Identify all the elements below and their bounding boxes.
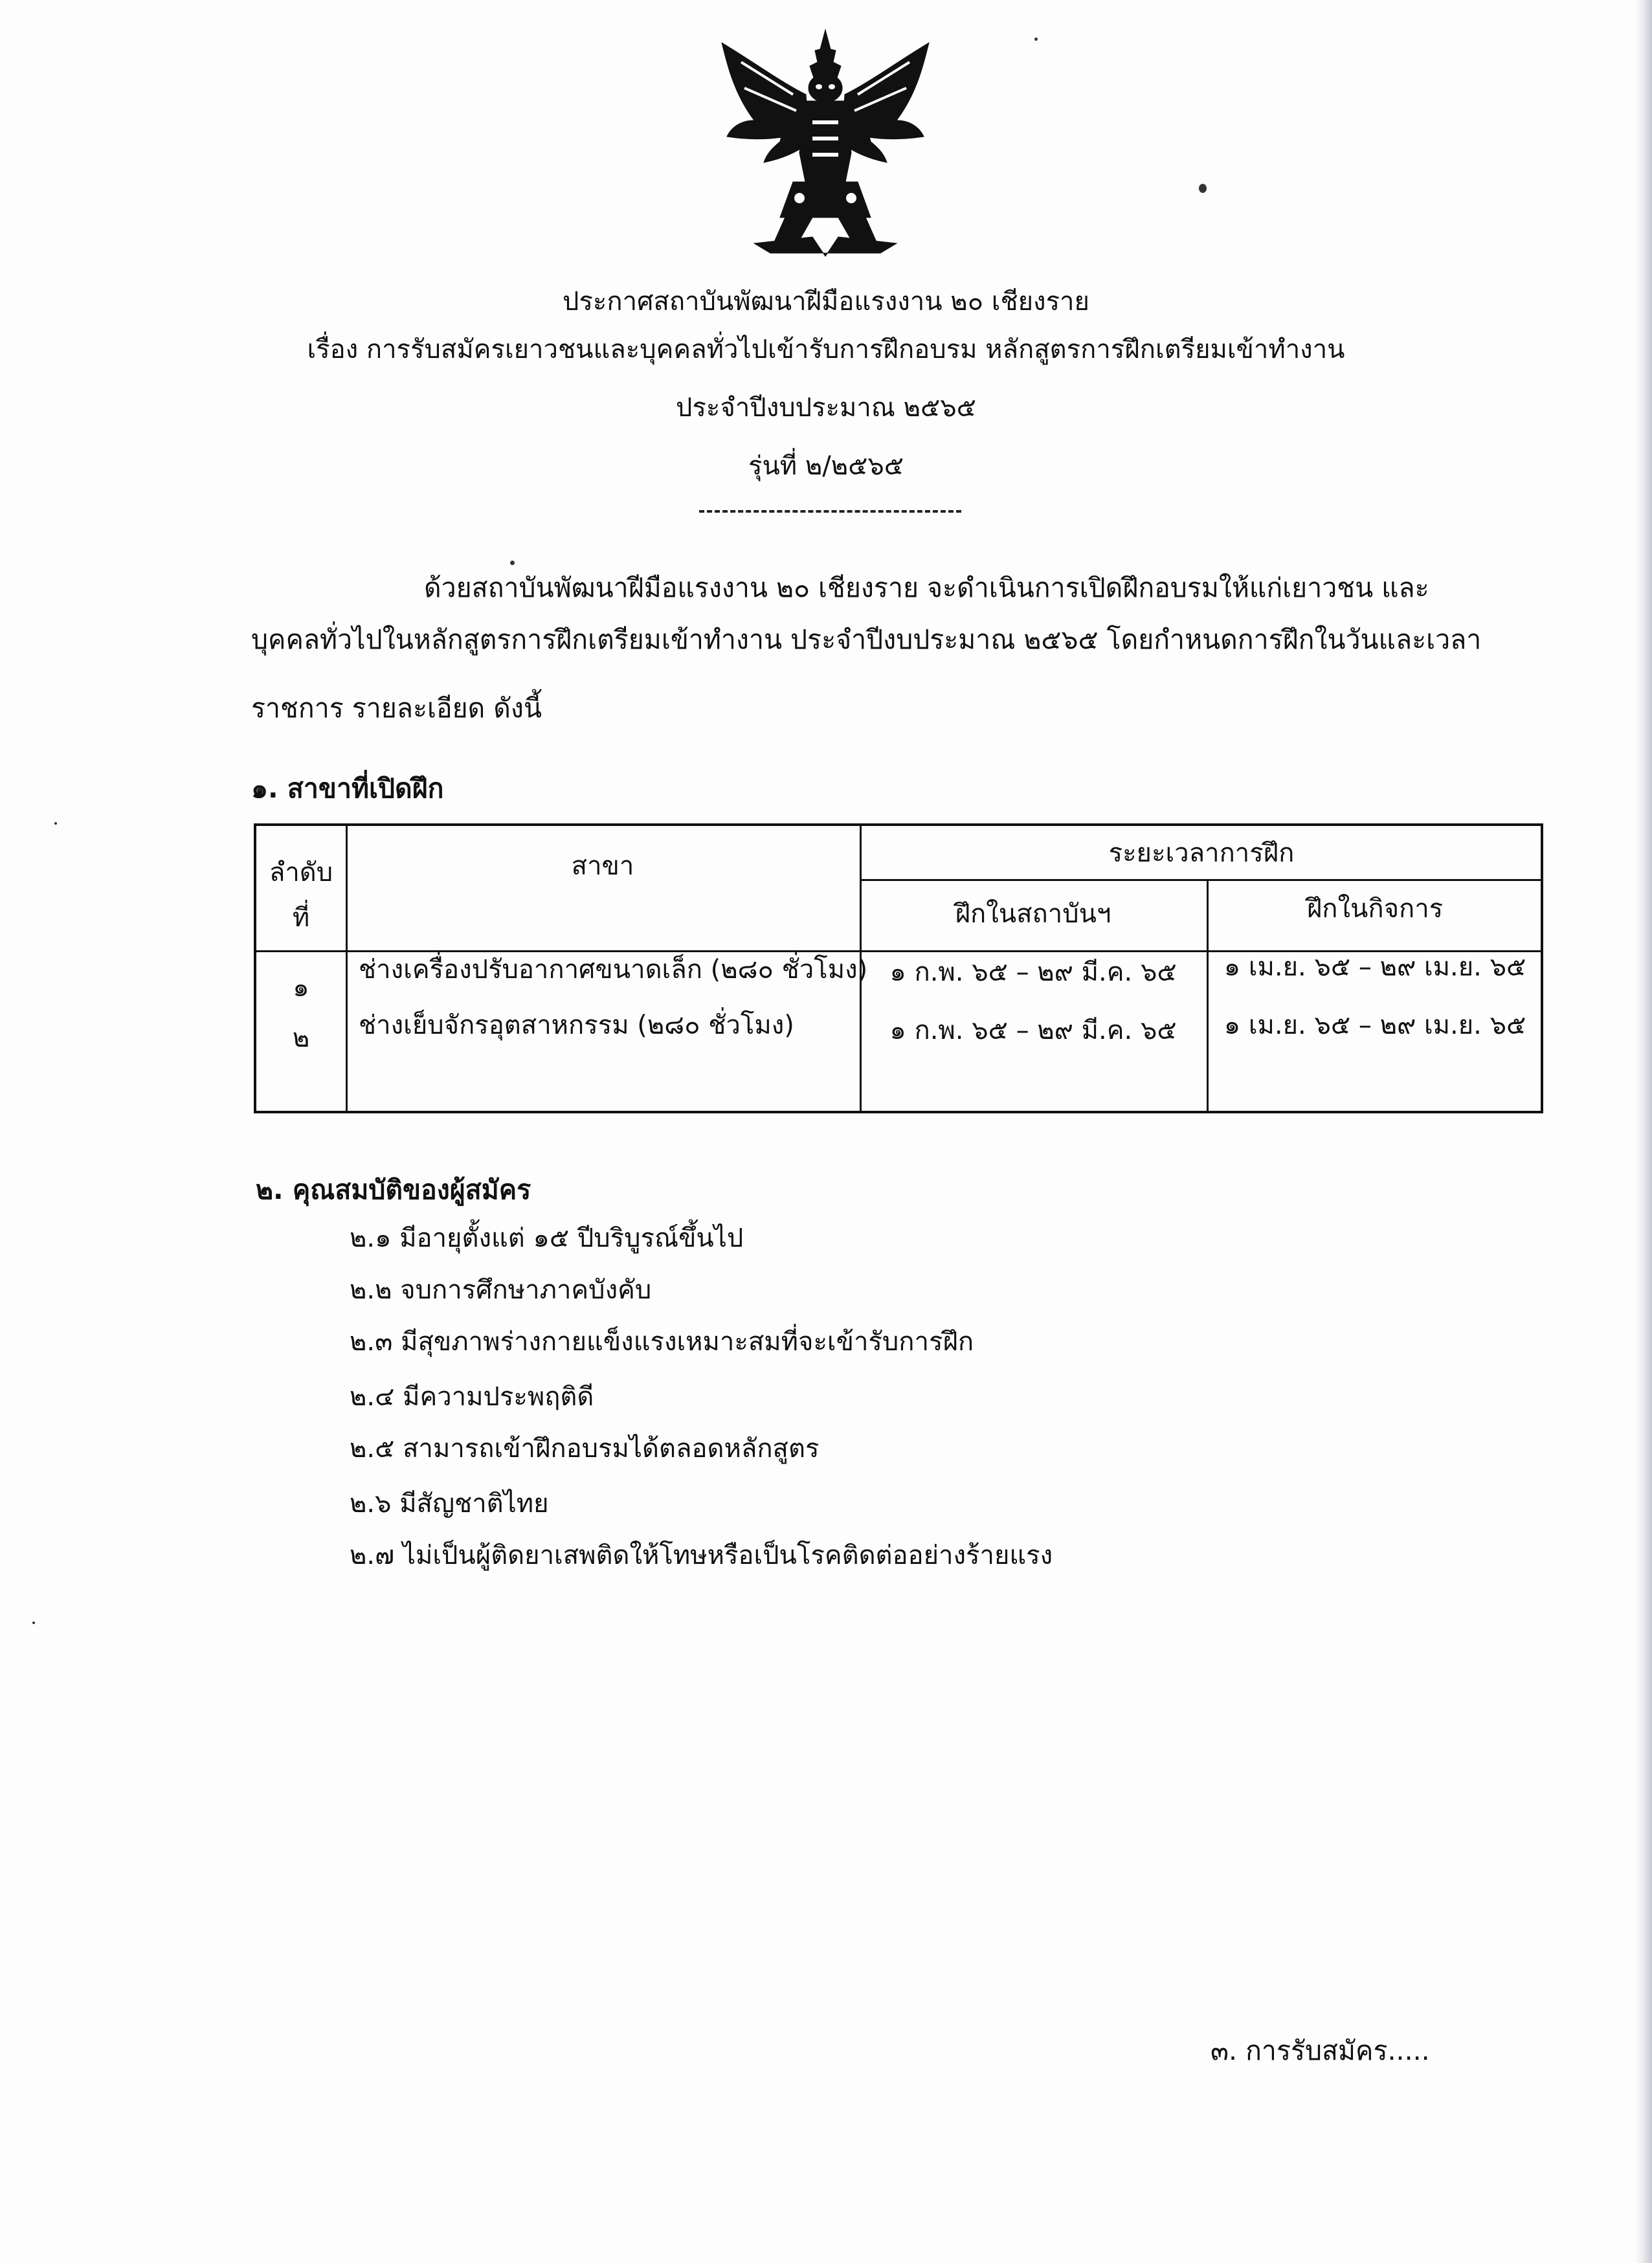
intro-line-1: ด้วยสถาบันพัฒนาฝีมือแรงงาน ๒๐ เชียงราย จะดำเนินการเปิดฝึกอบรมให้แก่เยาวชน และ bbox=[424, 572, 1429, 603]
training-schedule-table bbox=[254, 823, 1543, 1113]
title-line-3: ประจำปีงบประมาณ ๒๕๖๕ bbox=[676, 393, 976, 423]
row-1-no: ๑ bbox=[293, 973, 309, 1003]
header-in-company: ฝึกในกิจการ bbox=[1306, 894, 1444, 924]
title-line-2: เรื่อง การรับสมัครเยาวชนและบุคคลทั่วไปเข้ารับการฝึกอบรม หลักสูตรการฝึกเตรียมเข้าทำงาน bbox=[307, 335, 1345, 364]
row-2-no: ๒ bbox=[292, 1023, 310, 1053]
scan-speck bbox=[510, 561, 515, 565]
header-no-line-1: ลำดับ bbox=[269, 858, 333, 887]
title-line-1: ประกาศสถาบันพัฒนาฝีมือแรงงาน ๒๐ เชียงราย bbox=[563, 287, 1089, 317]
qualification-item: ๒.๓ มีสุขภาพร่างกายแข็งแรงเหมาะสมที่จะเข้ารับการฝึก bbox=[350, 1327, 974, 1357]
qualification-item: ๒.๑ มีอายุตั้งแต่ ๑๕ ปีบริบูรณ์ขึ้นไป bbox=[350, 1223, 744, 1253]
table-divider bbox=[860, 879, 1541, 881]
section-2-heading: ๒. คุณสมบัติของผู้สมัคร bbox=[256, 1174, 531, 1205]
section-1-heading: ๑. สาขาที่เปิดฝึก bbox=[251, 773, 444, 804]
header-no-line-2: ที่ bbox=[292, 903, 310, 933]
row-2-branch: ช่างเย็บจักรอุตสาหกรรม (๒๘๐ ชั่วโมง) bbox=[359, 1010, 794, 1040]
header-in-institute: ฝึกในสถาบันฯ bbox=[955, 899, 1111, 929]
qualification-item: ๒.๕ สามารถเข้าฝึกอบรมได้ตลอดหลักสูตร bbox=[350, 1434, 820, 1464]
intro-line-3: ราชการ รายละเอียด ดังนี้ bbox=[251, 693, 542, 724]
row-1-institute: ๑ ก.พ. ๖๕ – ๒๙ มี.ค. ๖๕ bbox=[889, 957, 1177, 987]
qualification-item: ๒.๗ ไม่เป็นผู้ติดยาเสพติดให้โทษหรือเป็นโรคติดต่ออย่างร้ายแรง bbox=[350, 1541, 1053, 1570]
intro-line-2: บุคคลทั่วไปในหลักสูตรการฝึกเตรียมเข้าทำงาน ประจำปีงบประมาณ ๒๕๖๕ โดยกำหนดการฝึกในวันและเวลา bbox=[251, 624, 1482, 655]
row-1-branch: ช่างเครื่องปรับอากาศขนาดเล็ก (๒๘๐ ชั่วโมง) bbox=[359, 955, 868, 985]
scan-speck bbox=[1199, 184, 1207, 193]
row-2-institute: ๑ ก.พ. ๖๕ – ๒๙ มี.ค. ๖๕ bbox=[889, 1016, 1177, 1045]
title-line-4: รุ่นที่ ๒/๒๕๖๕ bbox=[748, 451, 904, 481]
garuda-emblem-icon bbox=[715, 23, 935, 260]
continued-footer: ๓. การรับสมัคร..... bbox=[1211, 2035, 1430, 2066]
qualification-item: ๒.๖ มีสัญชาติไทย bbox=[350, 1489, 549, 1519]
row-2-company: ๑ เม.ย. ๖๕ – ๒๙ เม.ย. ๖๕ bbox=[1223, 1010, 1526, 1040]
qualification-item: ๒.๔ มีความประพฤติดี bbox=[350, 1382, 594, 1412]
scan-speck bbox=[32, 1622, 35, 1624]
row-1-company: ๑ เม.ย. ๖๕ – ๒๙ เม.ย. ๖๕ bbox=[1223, 952, 1526, 982]
title-divider bbox=[699, 510, 961, 513]
scan-speck bbox=[1034, 38, 1038, 41]
header-period: ระยะเวลาการฝึก bbox=[1108, 838, 1295, 868]
header-branch: สาขา bbox=[571, 851, 634, 881]
qualification-item: ๒.๒ จบการศึกษาภาคบังคับ bbox=[350, 1275, 652, 1305]
scan-speck bbox=[54, 822, 57, 825]
